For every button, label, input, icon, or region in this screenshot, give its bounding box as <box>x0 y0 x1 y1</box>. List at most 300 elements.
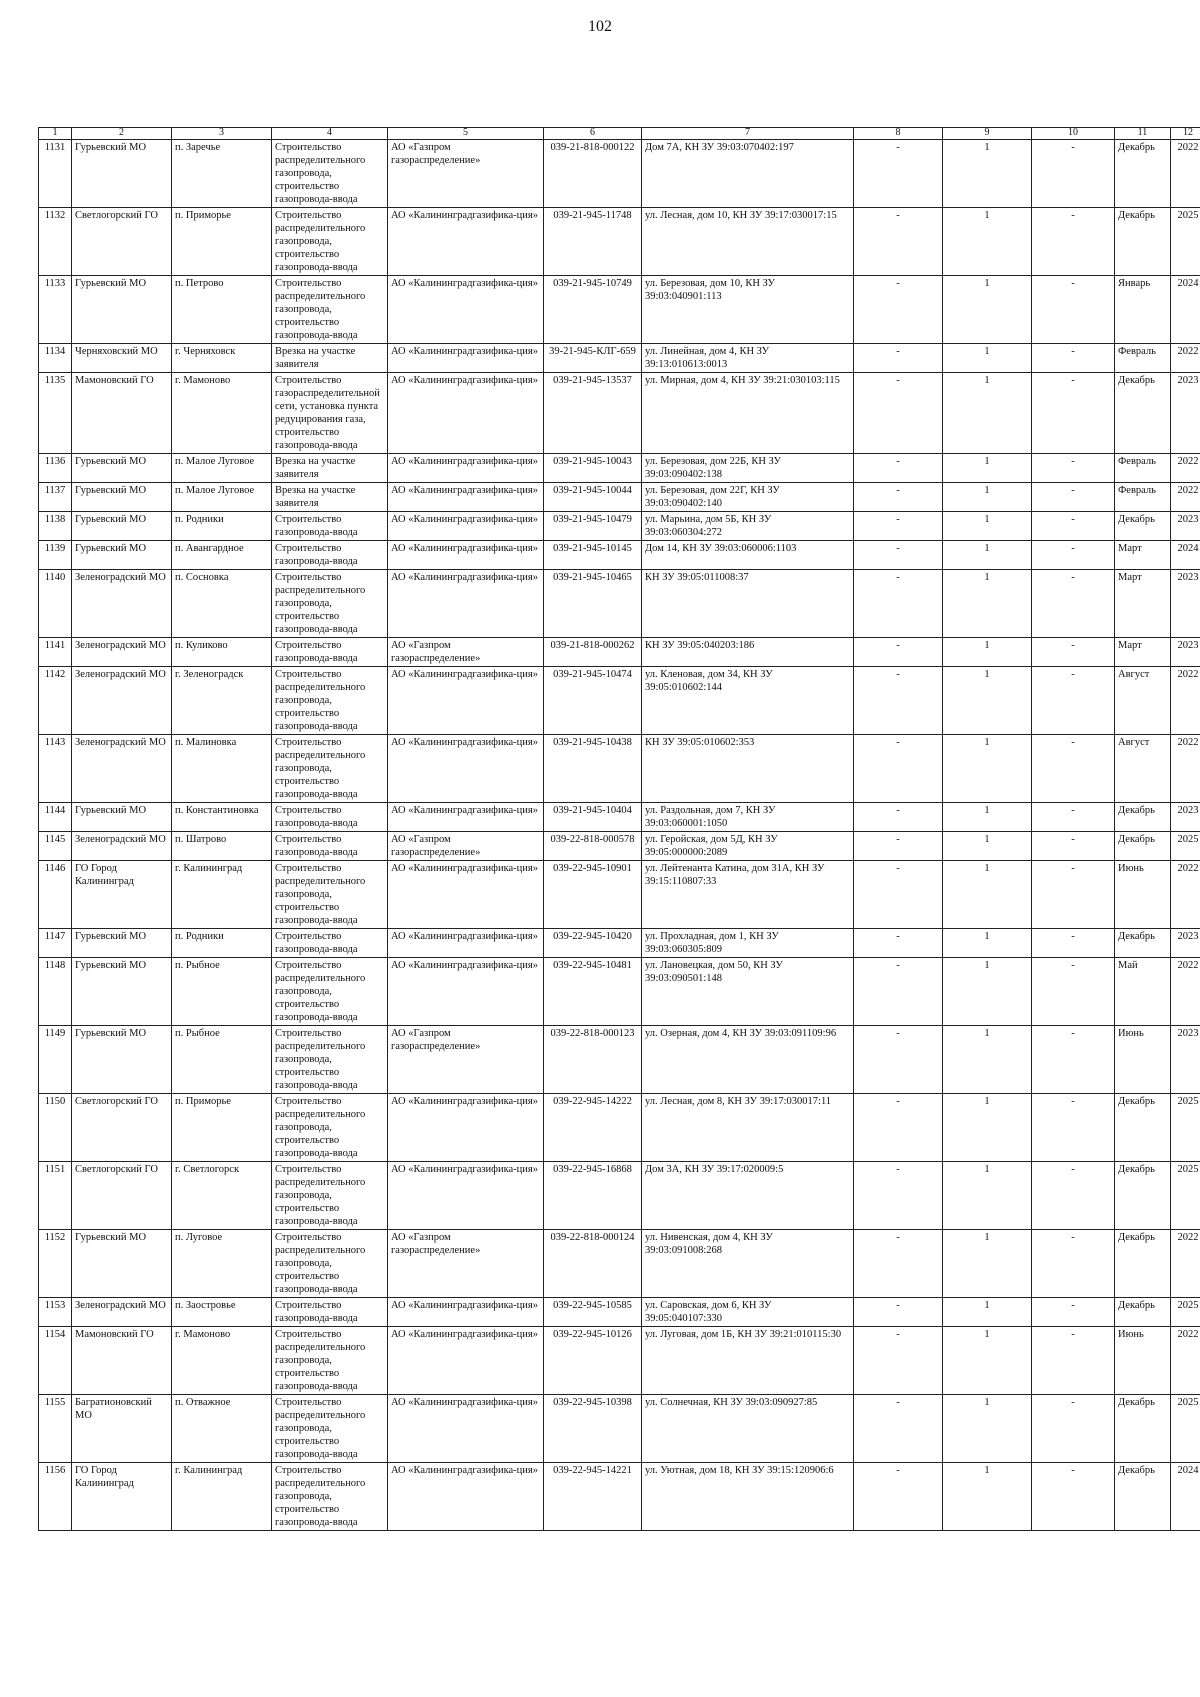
application-code-cell: 039-21-945-10145 <box>544 541 642 570</box>
month-cell: Февраль <box>1115 483 1171 512</box>
municipality-cell: Зеленоградский МО <box>72 570 172 638</box>
month-cell: Август <box>1115 667 1171 735</box>
month-cell: Декабрь <box>1115 140 1171 208</box>
row-number: 1156 <box>39 1463 72 1531</box>
address-cell: ул. Кленовая, дом 34, КН ЗУ 39:05:010602:144 <box>642 667 854 735</box>
column9-cell: 1 <box>943 1026 1032 1094</box>
column8-cell: - <box>854 541 943 570</box>
month-cell: Июнь <box>1115 861 1171 929</box>
organization-cell: АО «Калининградгазифика-ция» <box>388 803 544 832</box>
year-cell: 2025 <box>1171 208 1200 276</box>
work-type-cell: Строительство распределительного газопровода, строительство газопровода-ввода <box>272 1230 388 1298</box>
address-cell: ул. Лесная, дом 10, КН ЗУ 39:17:030017:15 <box>642 208 854 276</box>
row-number: 1143 <box>39 735 72 803</box>
column8-cell: - <box>854 1230 943 1298</box>
municipality-cell: Зеленоградский МО <box>72 667 172 735</box>
column8-cell: - <box>854 1298 943 1327</box>
month-cell: Март <box>1115 570 1171 638</box>
organization-cell: АО «Калининградгазифика-ция» <box>388 454 544 483</box>
address-cell: ул. Лановецкая, дом 50, КН ЗУ 39:03:090501:148 <box>642 958 854 1026</box>
work-type-cell: Строительство газопровода-ввода <box>272 638 388 667</box>
column8-cell: - <box>854 483 943 512</box>
month-cell: Март <box>1115 638 1171 667</box>
column10-cell: - <box>1032 638 1115 667</box>
application-code-cell: 039-21-945-10749 <box>544 276 642 344</box>
column9-cell: 1 <box>943 1327 1032 1395</box>
work-type-cell: Строительство распределительного газопровода, строительство газопровода-ввода <box>272 276 388 344</box>
year-cell: 2022 <box>1171 483 1200 512</box>
column9-cell: 1 <box>943 1230 1032 1298</box>
table-header-row <box>39 128 1200 140</box>
table-row <box>39 1094 1200 1162</box>
organization-cell: АО «Калининградгазифика-ция» <box>388 483 544 512</box>
column8-cell: - <box>854 638 943 667</box>
column10-cell: - <box>1032 1162 1115 1230</box>
municipality-cell: Гурьевский МО <box>72 276 172 344</box>
organization-cell: АО «Калининградгазифика-ция» <box>388 541 544 570</box>
column8-cell: - <box>854 803 943 832</box>
settlement-cell: г. Калининград <box>172 861 272 929</box>
municipality-cell: Светлогорский ГО <box>72 208 172 276</box>
column-header-4: 4 <box>272 128 388 140</box>
address-cell: Дом 14, КН ЗУ 39:03:060006:1103 <box>642 541 854 570</box>
organization-cell: АО «Калининградгазифика-ция» <box>388 958 544 1026</box>
column9-cell: 1 <box>943 454 1032 483</box>
settlement-cell: г. Черняховск <box>172 344 272 373</box>
month-cell: Июнь <box>1115 1327 1171 1395</box>
municipality-cell: Мамоновский ГО <box>72 1327 172 1395</box>
table-body <box>39 140 1200 1531</box>
work-type-cell: Строительство газопровода-ввода <box>272 803 388 832</box>
address-cell: ул. Озерная, дом 4, КН ЗУ 39:03:091109:96 <box>642 1026 854 1094</box>
month-cell: Декабрь <box>1115 803 1171 832</box>
table-row <box>39 570 1200 638</box>
organization-cell: АО «Калининградгазифика-ция» <box>388 344 544 373</box>
column8-cell: - <box>854 735 943 803</box>
settlement-cell: г. Зеленоградск <box>172 667 272 735</box>
column9-cell: 1 <box>943 1094 1032 1162</box>
work-type-cell: Врезка на участке заявителя <box>272 344 388 373</box>
column10-cell: - <box>1032 483 1115 512</box>
row-number: 1139 <box>39 541 72 570</box>
settlement-cell: п. Авангардное <box>172 541 272 570</box>
work-type-cell: Строительство распределительного газопровода, строительство газопровода-ввода <box>272 958 388 1026</box>
column10-cell: - <box>1032 1026 1115 1094</box>
municipality-cell: Гурьевский МО <box>72 512 172 541</box>
year-cell: 2022 <box>1171 344 1200 373</box>
column8-cell: - <box>854 140 943 208</box>
settlement-cell: п. Куликово <box>172 638 272 667</box>
year-cell: 2025 <box>1171 832 1200 861</box>
column-header-1: 1 <box>39 128 72 140</box>
municipality-cell: Мамоновский ГО <box>72 373 172 454</box>
work-type-cell: Строительство газопровода-ввода <box>272 832 388 861</box>
year-cell: 2023 <box>1171 373 1200 454</box>
row-number: 1148 <box>39 958 72 1026</box>
row-number: 1154 <box>39 1327 72 1395</box>
settlement-cell: п. Константиновка <box>172 803 272 832</box>
work-type-cell: Строительство газопровода-ввода <box>272 541 388 570</box>
year-cell: 2025 <box>1171 1298 1200 1327</box>
work-type-cell: Строительство распределительного газопровода, строительство газопровода-ввода <box>272 667 388 735</box>
year-cell: 2024 <box>1171 276 1200 344</box>
month-cell: Декабрь <box>1115 373 1171 454</box>
column9-cell: 1 <box>943 512 1032 541</box>
address-cell: ул. Березовая, дом 22Б, КН ЗУ 39:03:090402:138 <box>642 454 854 483</box>
organization-cell: АО «Калининградгазифика-ция» <box>388 735 544 803</box>
settlement-cell: п. Петрово <box>172 276 272 344</box>
municipality-cell: Черняховский МО <box>72 344 172 373</box>
row-number: 1153 <box>39 1298 72 1327</box>
organization-cell: АО «Калининградгазифика-ция» <box>388 208 544 276</box>
column-header-7: 7 <box>642 128 854 140</box>
organization-cell: АО «Калининградгазифика-ция» <box>388 1463 544 1531</box>
municipality-cell: Гурьевский МО <box>72 803 172 832</box>
column-header-11: 11 <box>1115 128 1171 140</box>
column10-cell: - <box>1032 344 1115 373</box>
column-header-9: 9 <box>943 128 1032 140</box>
application-code-cell: 039-21-945-13537 <box>544 373 642 454</box>
municipality-cell: Гурьевский МО <box>72 140 172 208</box>
column10-cell: - <box>1032 1395 1115 1463</box>
year-cell: 2022 <box>1171 861 1200 929</box>
organization-cell: АО «Калининградгазифика-ция» <box>388 512 544 541</box>
column-header-2: 2 <box>72 128 172 140</box>
settlement-cell: п. Малое Луговое <box>172 454 272 483</box>
table-row <box>39 667 1200 735</box>
month-cell: Январь <box>1115 276 1171 344</box>
month-cell: Август <box>1115 735 1171 803</box>
application-code-cell: 039-22-818-000123 <box>544 1026 642 1094</box>
organization-cell: АО «Калининградгазифика-ция» <box>388 1327 544 1395</box>
year-cell: 2023 <box>1171 570 1200 638</box>
column10-cell: - <box>1032 803 1115 832</box>
table-row <box>39 803 1200 832</box>
column10-cell: - <box>1032 541 1115 570</box>
settlement-cell: г. Калининград <box>172 1463 272 1531</box>
column9-cell: 1 <box>943 638 1032 667</box>
year-cell: 2025 <box>1171 1162 1200 1230</box>
application-code-cell: 039-21-818-000122 <box>544 140 642 208</box>
address-cell: ул. Линейная, дом 4, КН ЗУ 39:13:010613:0013 <box>642 344 854 373</box>
row-number: 1144 <box>39 803 72 832</box>
table-row <box>39 276 1200 344</box>
municipality-cell: Светлогорский ГО <box>72 1162 172 1230</box>
year-cell: 2023 <box>1171 1026 1200 1094</box>
row-number: 1132 <box>39 208 72 276</box>
address-cell: ул. Прохладная, дом 1, КН ЗУ 39:03:060305:809 <box>642 929 854 958</box>
month-cell: Декабрь <box>1115 1463 1171 1531</box>
settlement-cell: п. Луговое <box>172 1230 272 1298</box>
table-row <box>39 861 1200 929</box>
column9-cell: 1 <box>943 1298 1032 1327</box>
year-cell: 2022 <box>1171 454 1200 483</box>
organization-cell: АО «Газпром газораспределение» <box>388 140 544 208</box>
table-row <box>39 638 1200 667</box>
work-type-cell: Строительство распределительного газопровода, строительство газопровода-ввода <box>272 1026 388 1094</box>
row-number: 1134 <box>39 344 72 373</box>
table-row <box>39 344 1200 373</box>
application-code-cell: 039-22-945-10126 <box>544 1327 642 1395</box>
municipality-cell: Гурьевский МО <box>72 454 172 483</box>
municipality-cell: Багратионовский МО <box>72 1395 172 1463</box>
application-code-cell: 039-22-945-10481 <box>544 958 642 1026</box>
year-cell: 2022 <box>1171 1327 1200 1395</box>
column-header-10: 10 <box>1032 128 1115 140</box>
settlement-cell: г. Мамоново <box>172 1327 272 1395</box>
column10-cell: - <box>1032 1327 1115 1395</box>
column-header-12: 12 <box>1171 128 1200 140</box>
table-row <box>39 373 1200 454</box>
work-type-cell: Строительство распределительного газопровода, строительство газопровода-ввода <box>272 1327 388 1395</box>
month-cell: Декабрь <box>1115 929 1171 958</box>
application-code-cell: 039-21-945-10404 <box>544 803 642 832</box>
work-type-cell: Строительство распределительного газопровода, строительство газопровода-ввода <box>272 735 388 803</box>
column9-cell: 1 <box>943 861 1032 929</box>
month-cell: Декабрь <box>1115 832 1171 861</box>
municipality-cell: Гурьевский МО <box>72 929 172 958</box>
month-cell: Декабрь <box>1115 1395 1171 1463</box>
table-row <box>39 1395 1200 1463</box>
year-cell: 2022 <box>1171 667 1200 735</box>
column9-cell: 1 <box>943 373 1032 454</box>
settlement-cell: п. Рыбное <box>172 958 272 1026</box>
settlement-cell: п. Сосновка <box>172 570 272 638</box>
table-row <box>39 1298 1200 1327</box>
column9-cell: 1 <box>943 735 1032 803</box>
municipality-cell: Зеленоградский МО <box>72 735 172 803</box>
column10-cell: - <box>1032 735 1115 803</box>
column9-cell: 1 <box>943 344 1032 373</box>
gas-connection-table <box>38 127 1200 1531</box>
month-cell: Февраль <box>1115 344 1171 373</box>
work-type-cell: Строительство распределительного газопровода, строительство газопровода-ввода <box>272 1162 388 1230</box>
column9-cell: 1 <box>943 803 1032 832</box>
application-code-cell: 39-21-945-КЛГ-659 <box>544 344 642 373</box>
address-cell: ул. Лесная, дом 8, КН ЗУ 39:17:030017:11 <box>642 1094 854 1162</box>
row-number: 1131 <box>39 140 72 208</box>
address-cell: КН ЗУ 39:05:011008:37 <box>642 570 854 638</box>
address-cell: ул. Марьина, дом 5Б, КН ЗУ 39:03:060304:272 <box>642 512 854 541</box>
column-header-8: 8 <box>854 128 943 140</box>
year-cell: 2022 <box>1171 958 1200 1026</box>
month-cell: Декабрь <box>1115 1298 1171 1327</box>
municipality-cell: Зеленоградский МО <box>72 638 172 667</box>
organization-cell: АО «Газпром газораспределение» <box>388 638 544 667</box>
municipality-cell: ГО Город Калининград <box>72 1463 172 1531</box>
organization-cell: АО «Калининградгазифика-ция» <box>388 1094 544 1162</box>
table-row <box>39 208 1200 276</box>
settlement-cell: г. Мамоново <box>172 373 272 454</box>
table-row <box>39 140 1200 208</box>
table-row <box>39 1026 1200 1094</box>
column10-cell: - <box>1032 140 1115 208</box>
column-header-3: 3 <box>172 128 272 140</box>
column-header-5: 5 <box>388 128 544 140</box>
application-code-cell: 039-22-818-000124 <box>544 1230 642 1298</box>
year-cell: 2023 <box>1171 929 1200 958</box>
organization-cell: АО «Калининградгазифика-ция» <box>388 1395 544 1463</box>
column10-cell: - <box>1032 929 1115 958</box>
year-cell: 2023 <box>1171 803 1200 832</box>
work-type-cell: Строительство распределительного газопровода, строительство газопровода-ввода <box>272 140 388 208</box>
work-type-cell: Строительство распределительного газопровода, строительство газопровода-ввода <box>272 208 388 276</box>
column10-cell: - <box>1032 1298 1115 1327</box>
column8-cell: - <box>854 208 943 276</box>
column8-cell: - <box>854 276 943 344</box>
table-row <box>39 1327 1200 1395</box>
table-row <box>39 735 1200 803</box>
row-number: 1155 <box>39 1395 72 1463</box>
work-type-cell: Строительство газопровода-ввода <box>272 512 388 541</box>
settlement-cell: п. Шатрово <box>172 832 272 861</box>
organization-cell: АО «Калининградгазифика-ция» <box>388 570 544 638</box>
address-cell: ул. Нивенская, дом 4, КН ЗУ 39:03:091008:268 <box>642 1230 854 1298</box>
address-cell: КН ЗУ 39:05:010602:353 <box>642 735 854 803</box>
page-number: 102 <box>588 18 612 35</box>
column8-cell: - <box>854 1094 943 1162</box>
year-cell: 2024 <box>1171 1463 1200 1531</box>
row-number: 1136 <box>39 454 72 483</box>
year-cell: 2022 <box>1171 1230 1200 1298</box>
settlement-cell: п. Заостровье <box>172 1298 272 1327</box>
column10-cell: - <box>1032 373 1115 454</box>
address-cell: ул. Мирная, дом 4, КН ЗУ 39:21:030103:115 <box>642 373 854 454</box>
organization-cell: АО «Газпром газораспределение» <box>388 1230 544 1298</box>
organization-cell: АО «Калининградгазифика-ция» <box>388 929 544 958</box>
organization-cell: АО «Калининградгазифика-ция» <box>388 276 544 344</box>
address-cell: ул. Березовая, дом 22Г, КН ЗУ 39:03:090402:140 <box>642 483 854 512</box>
table-row <box>39 512 1200 541</box>
table-row <box>39 832 1200 861</box>
column10-cell: - <box>1032 512 1115 541</box>
year-cell: 2023 <box>1171 638 1200 667</box>
column8-cell: - <box>854 1327 943 1395</box>
settlement-cell: п. Рыбное <box>172 1026 272 1094</box>
column8-cell: - <box>854 454 943 483</box>
column9-cell: 1 <box>943 208 1032 276</box>
settlement-cell: п. Малиновка <box>172 735 272 803</box>
address-cell: ул. Луговая, дом 1Б, КН ЗУ 39:21:010115:30 <box>642 1327 854 1395</box>
work-type-cell: Врезка на участке заявителя <box>272 483 388 512</box>
table-row <box>39 1162 1200 1230</box>
column9-cell: 1 <box>943 832 1032 861</box>
municipality-cell: Зеленоградский МО <box>72 832 172 861</box>
column8-cell: - <box>854 861 943 929</box>
column8-cell: - <box>854 958 943 1026</box>
year-cell: 2025 <box>1171 1094 1200 1162</box>
settlement-cell: п. Приморье <box>172 208 272 276</box>
application-code-cell: 039-21-945-10044 <box>544 483 642 512</box>
table-row <box>39 483 1200 512</box>
column10-cell: - <box>1032 570 1115 638</box>
work-type-cell: Строительство газопровода-ввода <box>272 1298 388 1327</box>
column10-cell: - <box>1032 832 1115 861</box>
column9-cell: 1 <box>943 1463 1032 1531</box>
work-type-cell: Строительство газопровода-ввода <box>272 929 388 958</box>
work-type-cell: Строительство распределительного газопровода, строительство газопровода-ввода <box>272 1094 388 1162</box>
row-number: 1141 <box>39 638 72 667</box>
row-number: 1140 <box>39 570 72 638</box>
column10-cell: - <box>1032 1230 1115 1298</box>
application-code-cell: 039-21-945-10474 <box>544 667 642 735</box>
column-header-6: 6 <box>544 128 642 140</box>
month-cell: Май <box>1115 958 1171 1026</box>
address-cell: ул. Солнечная, КН ЗУ 39:03:090927:85 <box>642 1395 854 1463</box>
column10-cell: - <box>1032 276 1115 344</box>
column9-cell: 1 <box>943 541 1032 570</box>
settlement-cell: п. Родники <box>172 512 272 541</box>
settlement-cell: п. Заречье <box>172 140 272 208</box>
column8-cell: - <box>854 344 943 373</box>
application-code-cell: 039-21-945-10438 <box>544 735 642 803</box>
settlement-cell: п. Приморье <box>172 1094 272 1162</box>
application-code-cell: 039-22-945-10585 <box>544 1298 642 1327</box>
column8-cell: - <box>854 1463 943 1531</box>
municipality-cell: Гурьевский МО <box>72 1026 172 1094</box>
table-row <box>39 541 1200 570</box>
settlement-cell: г. Светлогорск <box>172 1162 272 1230</box>
column8-cell: - <box>854 1026 943 1094</box>
row-number: 1135 <box>39 373 72 454</box>
application-code-cell: 039-22-818-000578 <box>544 832 642 861</box>
column9-cell: 1 <box>943 929 1032 958</box>
settlement-cell: п. Родники <box>172 929 272 958</box>
row-number: 1133 <box>39 276 72 344</box>
month-cell: Декабрь <box>1115 1094 1171 1162</box>
column9-cell: 1 <box>943 276 1032 344</box>
municipality-cell: Гурьевский МО <box>72 958 172 1026</box>
municipality-cell: Гурьевский МО <box>72 1230 172 1298</box>
application-code-cell: 039-22-945-16868 <box>544 1162 642 1230</box>
table-row <box>39 454 1200 483</box>
address-cell: ул. Лейтенанта Катина, дом 31А, КН ЗУ 39:15:110807:33 <box>642 861 854 929</box>
column8-cell: - <box>854 832 943 861</box>
application-code-cell: 039-21-945-11748 <box>544 208 642 276</box>
year-cell: 2022 <box>1171 140 1200 208</box>
column10-cell: - <box>1032 454 1115 483</box>
organization-cell: АО «Калининградгазифика-ция» <box>388 373 544 454</box>
address-cell: ул. Саровская, дом 6, КН ЗУ 39:05:040107:330 <box>642 1298 854 1327</box>
column10-cell: - <box>1032 958 1115 1026</box>
column10-cell: - <box>1032 1094 1115 1162</box>
table-row <box>39 1463 1200 1531</box>
row-number: 1142 <box>39 667 72 735</box>
row-number: 1137 <box>39 483 72 512</box>
work-type-cell: Строительство газораспределительной сети, установка пункта редуцирования газа, строительство газопровода-ввода <box>272 373 388 454</box>
year-cell: 2025 <box>1171 1395 1200 1463</box>
address-cell: ул. Березовая, дом 10, КН ЗУ 39:03:040901:113 <box>642 276 854 344</box>
municipality-cell: Гурьевский МО <box>72 483 172 512</box>
settlement-cell: п. Малое Луговое <box>172 483 272 512</box>
address-cell: ул. Геройская, дом 5Д, КН ЗУ 39:05:000000:2089 <box>642 832 854 861</box>
municipality-cell: Гурьевский МО <box>72 541 172 570</box>
column9-cell: 1 <box>943 570 1032 638</box>
address-cell: Дом 3А, КН ЗУ 39:17:020009:5 <box>642 1162 854 1230</box>
organization-cell: АО «Калининградгазифика-ция» <box>388 1162 544 1230</box>
column9-cell: 1 <box>943 140 1032 208</box>
column9-cell: 1 <box>943 667 1032 735</box>
work-type-cell: Строительство распределительного газопровода, строительство газопровода-ввода <box>272 861 388 929</box>
row-number: 1151 <box>39 1162 72 1230</box>
column9-cell: 1 <box>943 1395 1032 1463</box>
work-type-cell: Строительство распределительного газопровода, строительство газопровода-ввода <box>272 570 388 638</box>
year-cell: 2023 <box>1171 512 1200 541</box>
month-cell: Февраль <box>1115 454 1171 483</box>
month-cell: Июнь <box>1115 1026 1171 1094</box>
table-row <box>39 929 1200 958</box>
application-code-cell: 039-21-945-10043 <box>544 454 642 483</box>
